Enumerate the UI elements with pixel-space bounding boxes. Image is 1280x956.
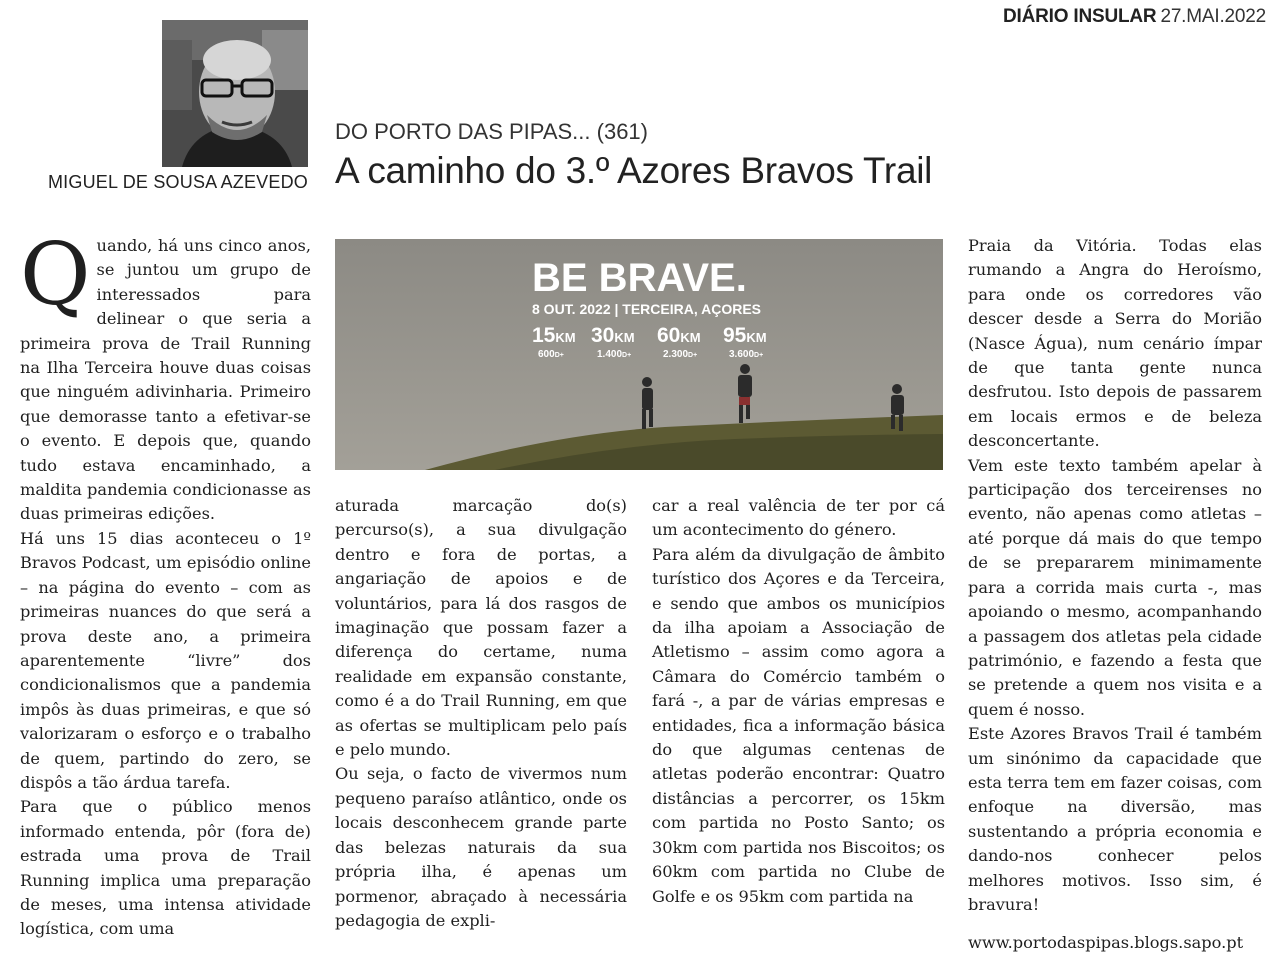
author-photo — [162, 20, 308, 167]
paragraph: Para além da divulgação de âmbito turístico dos Açores e da Terceira, e sendo que ambos os municípios da ilha apoiam a Associação de Atletismo – assim como agora a Câmara do Comércio também o fará -, a par de várias empresas e entidades, fica a informação básica do que algumas centenas de atletas poderão encontrar: Quatro distâncias a percorrer, os 15km com partida no Posto Santo; os 30km com partida nos Biscoitos; os 60km com partida no Clube de Golfe e os 95km com partida na — [652, 544, 945, 906]
poster-elevation-15: 600D+ — [538, 349, 564, 360]
poster-distance-60: 60KM — [657, 324, 701, 347]
paragraph: Praia da Vitória. Todas elas rumando a Angra do Heroísmo, para onde os corredores vão descer desde a Serra do Morião (Nasce Água), num cenário ímpar de que tanta gente nunca desfrutou. Isto depois de passarem em locais ermos e de beleza desconcertante. — [968, 236, 1262, 451]
poster-elevation-95: 3.600D+ — [729, 349, 764, 360]
paragraph: aturada marcação do(s) percurso(s), a sua divulgação dentro e fora de portas, a angariação de apoios e de voluntários, para lá dos rasgos de imaginação que possam fazer a diferença do certame, numa realidade em expansão constante, como é a do Trail Running, em que as ofertas se multiplicam pelo país e pelo mundo. — [335, 496, 627, 760]
poster-title: BE BRAVE. — [532, 256, 747, 300]
drop-cap: Q — [20, 225, 91, 325]
poster-distance-15: 15KM — [532, 324, 576, 347]
publication-name: DIÁRIO INSULAR — [1003, 6, 1157, 27]
column-kicker: DO PORTO DAS PIPAS... (361) — [335, 119, 648, 144]
paragraph: Este Azores Bravos Trail é também um sinónimo da capacidade que esta terra tem em fazer coisas, com enfoque na diversão, mas sustentando a própria economia e dando-nos conhecer pelos melhores motivos. Isso sim, é bravura! — [968, 724, 1262, 914]
article-column-2 — [335, 494, 627, 933]
paragraph: Ou seja, o facto de vivermos num pequeno paraíso atlântico, onde os locais desconhecem grande parte das belezas naturais da sua própria ilha, é apenas um pormenor, abraçado à necessária pedagogia de expli- — [335, 764, 627, 930]
paragraph: Para que o público menos informado entenda, pôr (fora de) estrada uma prova de Trail Running implica uma preparação de meses, uma intensa atividade logística, com uma — [20, 797, 311, 939]
masthead — [1003, 6, 1266, 28]
poster-elevation-60: 2.300D+ — [663, 349, 698, 360]
article-column-1 — [20, 225, 311, 942]
poster-distance-95: 95KM — [723, 324, 767, 347]
poster-elevation-30: 1.400D+ — [597, 349, 632, 360]
paragraph: Vem este texto também apelar à participação dos terceirenses no evento, não apenas como atletas – até porque dá mais do que tempo de se prepararem minimamente para a corrida mais curta -, mas apoiando o mesmo, acompanhando a passagem dos atletas pela cidade património, e fazendo a festa que se pretende a quem nos visita e a quem é nosso. — [968, 455, 1262, 719]
article-column-3 — [652, 494, 945, 909]
article-column-4 — [968, 234, 1262, 956]
paragraph: Há uns 15 dias aconteceu o 1º Bravos Podcast, um episódio online – na página do evento – com as primeiras nuances do que será a prova deste ano, a primeira aparentemente “livre” dos condicionalismos que a pandemia impôs às duas primeiras, e que só valorizaram o esforço e o trabalho de quem, partindo do zero, se dispôs a tão árdua tarefa. — [20, 528, 311, 792]
author-name: MIGUEL DE SOUSA AZEVEDO — [47, 172, 308, 192]
poster-subtitle: 8 OUT. 2022 | TERCEIRA, AÇORES — [532, 301, 762, 317]
paragraph: uando, há uns cinco anos, se juntou um grupo de interessados para delinear o que seria a primeira prova de Trail Running na Ilha Terceira houve duas coisas que ninguém adivinharia. Primeiro que demorasse tanto a efetivar-se o evento. E depois que, quando tudo estava encaminhado, a maldita pandemia condicionasse as duas primeiras edições. — [20, 236, 311, 524]
headline: A caminho do 3.º Azores Bravos Trail — [335, 150, 933, 191]
issue-date: 27.MAI.2022 — [1160, 6, 1266, 27]
blog-url: www.portodaspipas.blogs.sapo.pt — [968, 933, 1244, 953]
event-poster-image — [335, 239, 943, 470]
paragraph: car a real valência de ter por cá um acontecimento do género. — [652, 496, 945, 540]
poster-distance-30: 30KM — [591, 324, 635, 347]
